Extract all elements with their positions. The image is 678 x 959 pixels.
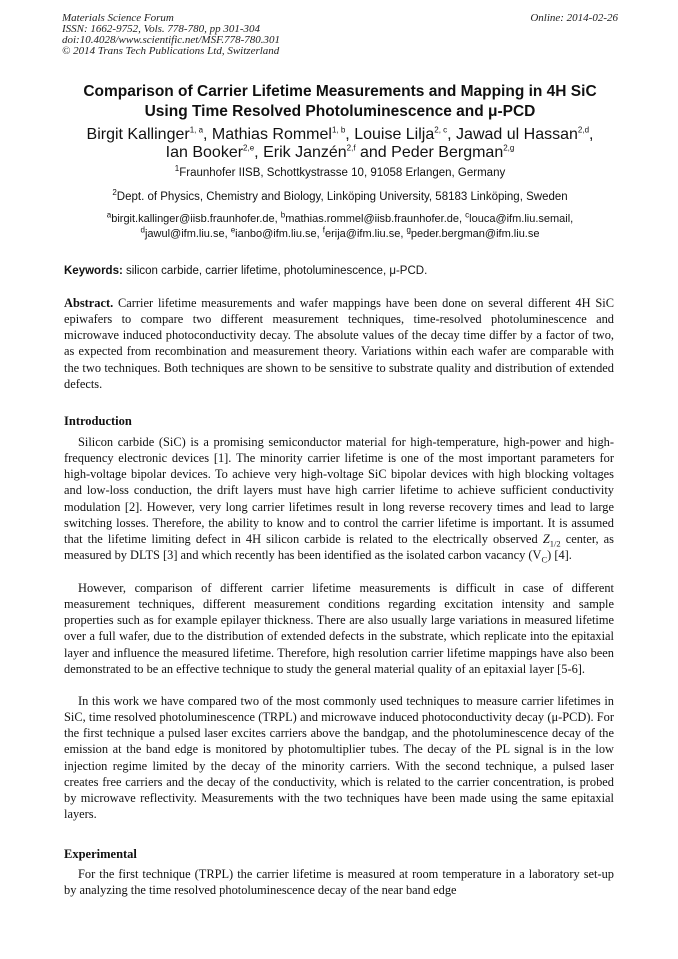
author: Birgit Kallinger$^{1, a}$,: [86, 125, 212, 143]
author: Peder Bergman$^{2,g}$: [391, 143, 515, 161]
intro-paragraph-3: In this work we have compared two of the most commonly used techniques to measure carrier lifetimes in SiC, time resolved photoluminescence (TRPL) and microwave induced photoconductivity decay (μ-PCD). For the first technique a pulsed laser excites carriers above the bandgap, and the photoluminescence decay of the emission at the band edge is monitored by photomultiplier tubes. The decay of the PL signal is in the low injection regime limited by the decay of the minority carriers. With the second technique, a pulsed laser creates free carriers and the decay of the conductivity, which is related to the carrier concentration, is probed by microwave reflectivity. Measurements with the two techniques have been made using the same epitaxial layers.: [64, 694, 614, 822]
affiliation-2: $^2$Dept. of Physics, Chemistry and Biology, Linköping University, 58183 Linköping, Sweden: [112, 188, 568, 203]
intro-paragraph-2: However, comparison of different carrier lifetime measurements is difficult in case of different measurement techniques, different measurement conditions regarding excitation intensity and sample properties such as for example epilayer thickness. There are also usually large variations in measured lifetime over a full wafer, due to the distribution of extended defects in the substrate, which replicate into the epitaxial layer and influence the measured lifetime. Therefore, high resolution carrier lifetime mappings have also been demonstrated to be an effective technique to study the general material quality of an epitaxial layer [5-6].: [64, 581, 614, 676]
section-heading-experimental: Experimental: [64, 847, 137, 861]
abstract-label: Abstract.: [64, 296, 114, 310]
affiliation-1: $^1$Fraunhofer IISB, Schottkystrasse 10, 91058 Erlangen, Germany: [174, 164, 506, 179]
journal-issn: ISSN: 1662-9752, Vols. 778-780, pp 301-304: [62, 23, 260, 35]
email-line: $^a$birgit.kallinger@iisb.fraunhofer.de, $^b$mathias.rommel@iisb.fraunhofer.de, $^c$louca@ifm.liu.semail,: [106, 210, 574, 225]
email-link[interactable]: mathias.rommel@iisb.fraunhofer.de,: [285, 213, 466, 225]
email-link[interactable]: jawul@ifm.liu.se,: [144, 228, 231, 240]
journal-header: [62, 13, 618, 57]
title-line-2: Using Time Resolved Photoluminescence and μ-PCD: [144, 103, 536, 120]
abstract: [64, 295, 614, 392]
paper-title: [62, 82, 618, 122]
email-link[interactable]: louca@ifm.liu.semail,: [469, 213, 574, 225]
author: Mathias Rommel$^{1, b}$,: [211, 125, 355, 143]
email-line: $^d$jawul@ifm.liu.se, $^e$ianbo@ifm.liu.se, $^f$erija@ifm.liu.se, $^g$peder.bergman@ifm.liu.se: [140, 225, 540, 240]
keywords: Keywords: silicon carbide, carrier lifetime, photoluminescence, μ-PCD.: [64, 265, 428, 277]
section-heading-introduction: Introduction: [64, 414, 132, 428]
experimental-paragraph-1: For the first technique (TRPL) the carrier lifetime is measured at room temperature in a laboratory set-up by analyzing the time resolved photoluminescence decay of the near band edge: [64, 867, 614, 898]
intro-paragraph-1: Silicon carbide (SiC) is a promising semiconductor material for high-temperature, high-power and high-frequency electronic devices [1]. The minority carrier lifetime is one of the most important parameters for high-voltage bipolar devices. To achieve very high-voltage SiC bipolar devices with high blocking voltages and low-loss conduction, the drift layers must have high carrier lifetime to achieve sufficient conductivity modulation [2]. However, very long carrier lifetimes result in long reverse recovery times and lead to large switching losses. Therefore, the ability to know and to control the carrier lifetime is important. It is assumed that the lifetime limiting defect in 4H silicon carbide is related to the electrically observed $Z_{1/2}$ center, as measured by DLTS [3] and which recently has been identified as the isolated carbon vacancy $(V_C)$ [4].: [64, 435, 614, 565]
email-link[interactable]: birgit.kallinger@iisb.fraunhofer.de,: [111, 213, 281, 225]
author: Jawad ul Hassan$^{2,d}$,: [456, 125, 594, 143]
title-line-1: Comparison of Carrier Lifetime Measurements and Mapping in 4H SiC: [83, 83, 597, 100]
author: Erik Janzén$^{2,f}$ and: [263, 143, 392, 161]
abstract-text: Carrier lifetime measurements and wafer mappings have been done on several different 4H SiC epiwafers to compare two different measurement techniques, time-resolved photoluminescence and microwave induced photoconductivity decay. The absolute values of the decay time differ by a factor of two, as expected from recombination and measurement theory. Variations within each wafer are comparable with the two techniques. Both techniques are shown to be sensitive to substrate quality and distribution of extended defects.: [64, 296, 614, 391]
journal-doi: doi:10.4028/www.scientific.net/MSF.778-780.301: [62, 34, 281, 46]
email-link[interactable]: peder.bergman@ifm.liu.se: [410, 228, 540, 240]
journal-name: Materials Science Forum: [62, 12, 174, 24]
journal-copyright: © 2014 Trans Tech Publications Ltd, Switzerland: [62, 45, 280, 57]
author: Louise Lilja$^{2, c}$,: [354, 125, 457, 143]
author-list: [50, 126, 630, 162]
email-list: [40, 212, 640, 242]
online-date: Online: 2014-02-26: [530, 12, 618, 24]
email-link[interactable]: ianbo@ifm.liu.se,: [235, 228, 323, 240]
author: Ian Booker$^{2,e}$,: [165, 143, 264, 161]
email-link[interactable]: erija@ifm.liu.se,: [325, 228, 407, 240]
